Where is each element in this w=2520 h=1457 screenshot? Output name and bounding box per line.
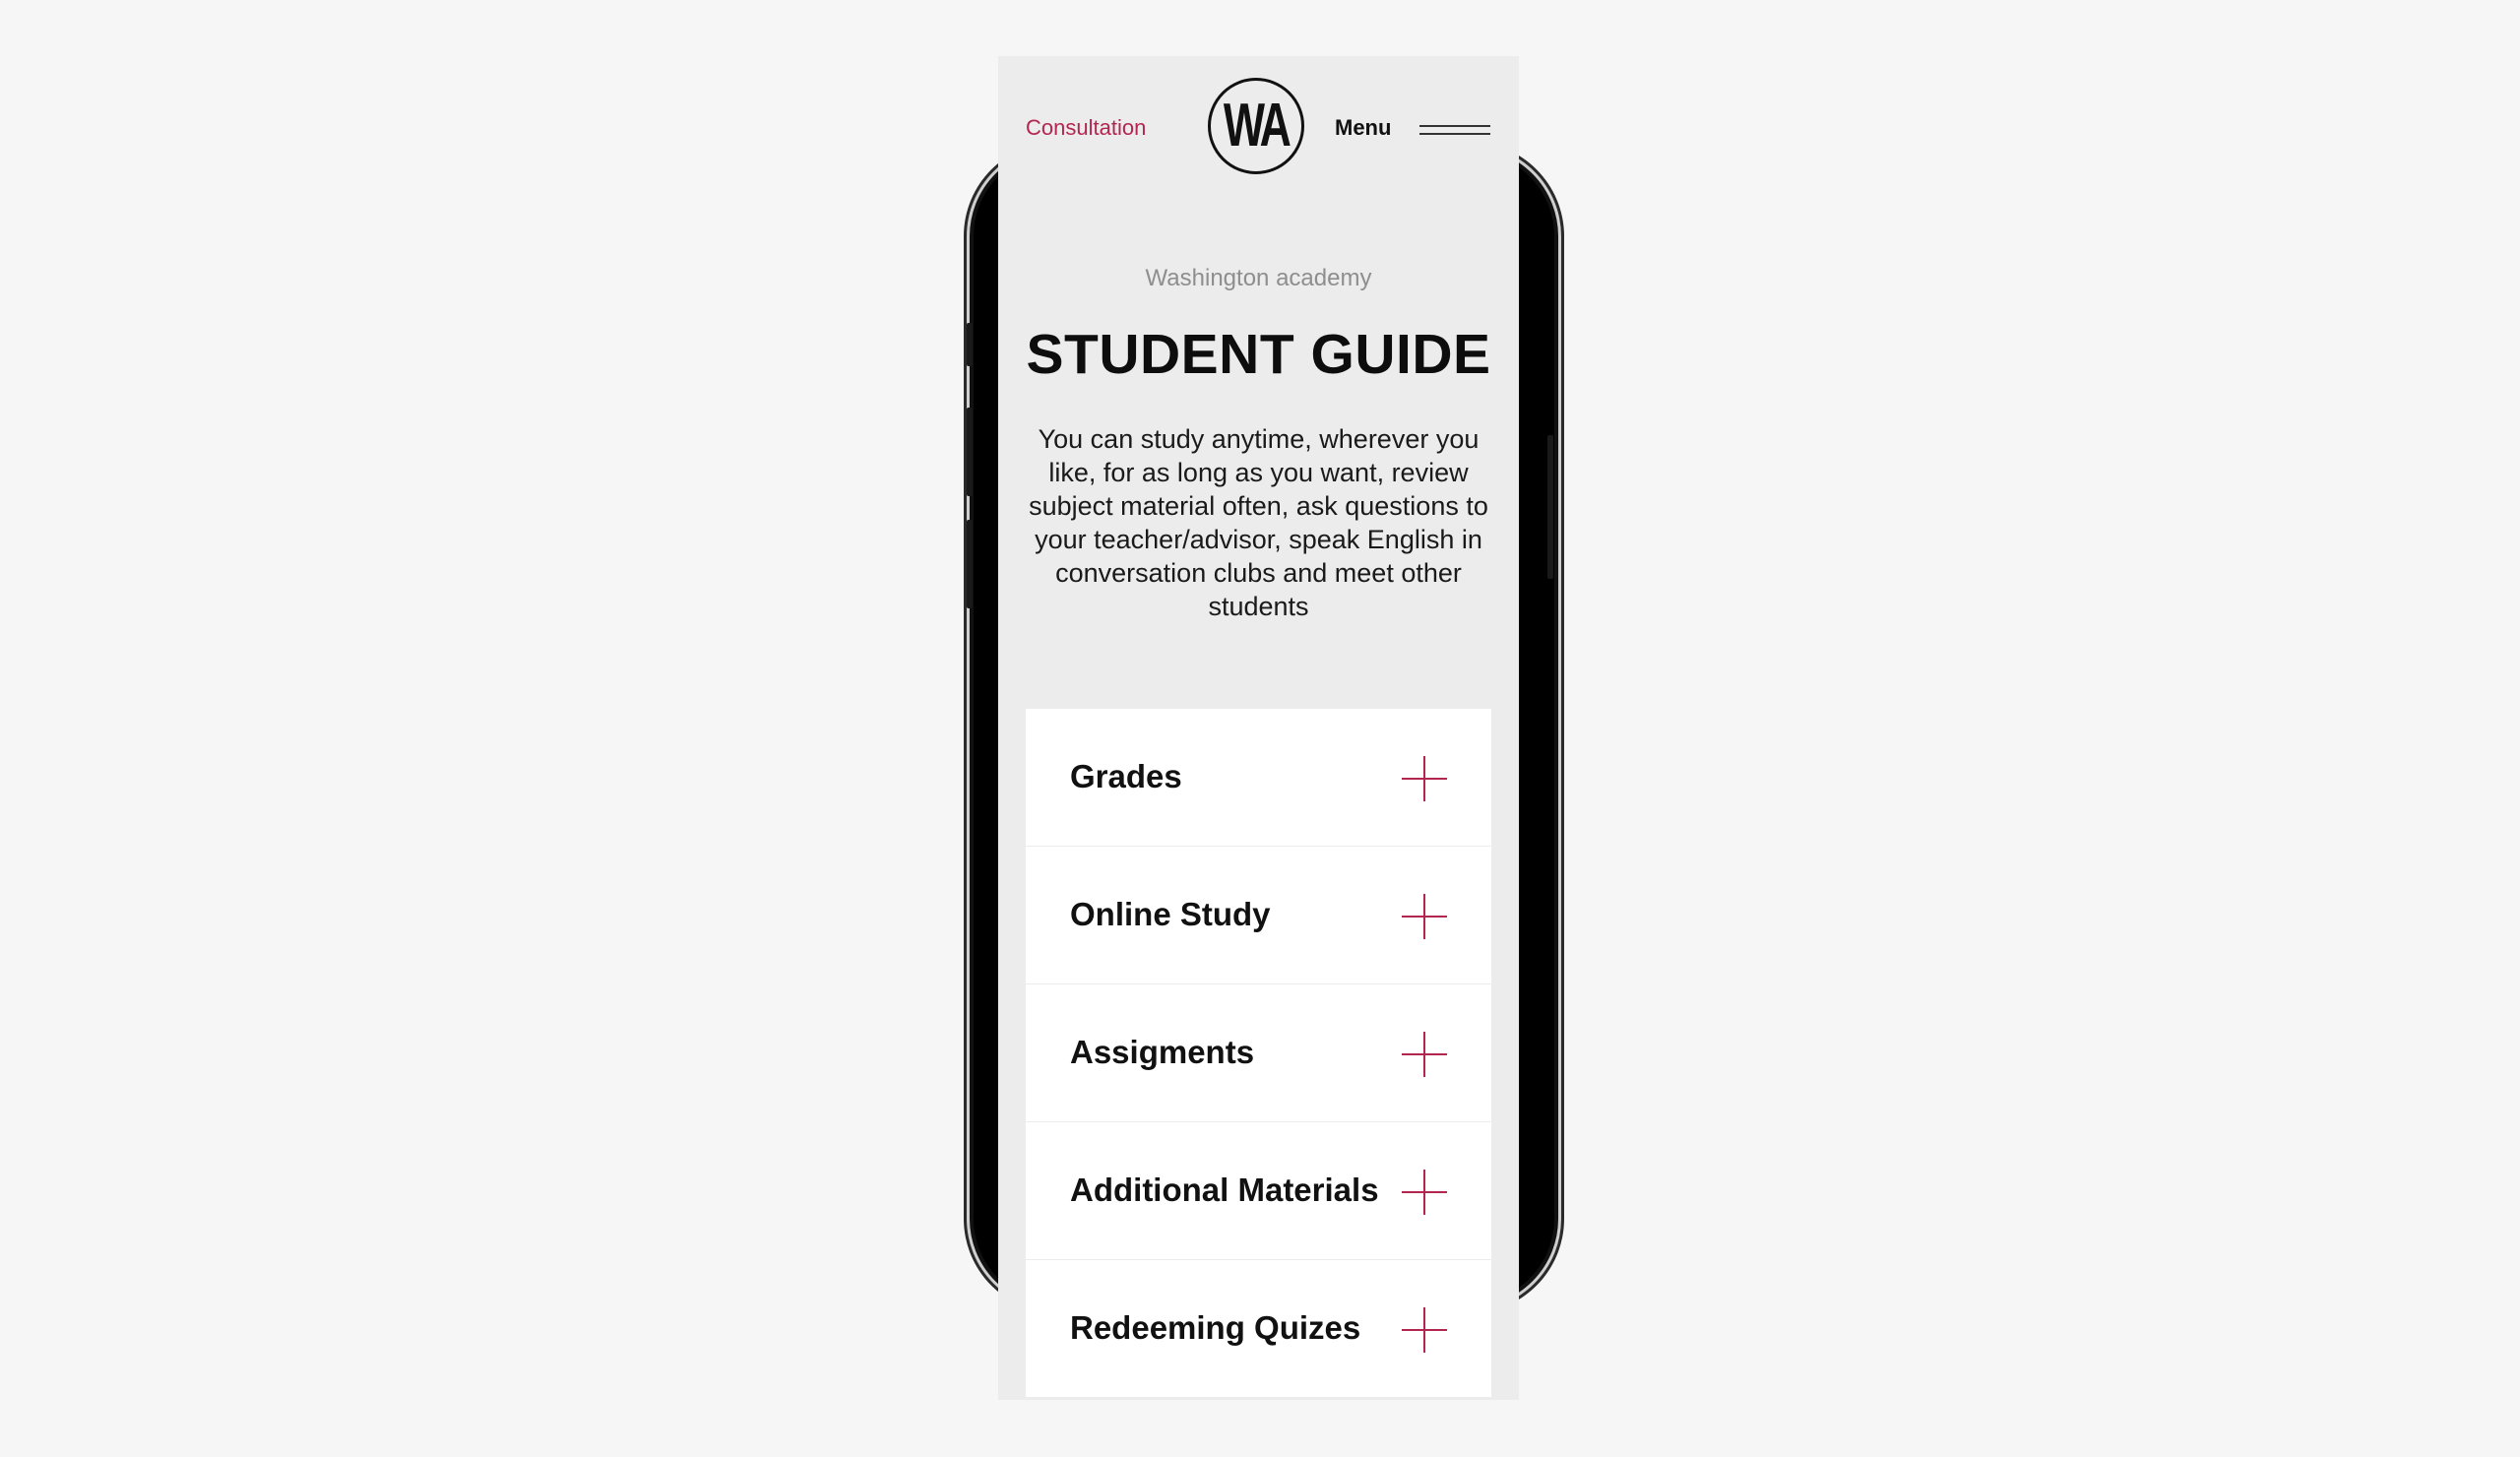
academy-subtitle: Washington academy	[1145, 265, 1372, 291]
accordion-item-label: Assigments	[1070, 1034, 1255, 1070]
plus-icon[interactable]	[1402, 1170, 1447, 1215]
plus-icon[interactable]	[1402, 1032, 1447, 1077]
accordion-item-assigments[interactable]	[1026, 984, 1491, 1122]
page-description: You can study anytime, wherever you like, for as long as you want, review subject material often, ask questions to your teacher/advisor, speak English in conversation clubs and meet other students	[1029, 424, 1488, 621]
menu-label[interactable]: Menu	[1335, 115, 1392, 140]
plus-icon[interactable]	[1402, 756, 1447, 801]
plus-icon[interactable]	[1402, 894, 1447, 939]
site-header	[998, 56, 1519, 204]
accordion-item-label: Redeeming Quizes	[1070, 1309, 1361, 1346]
accordion-item-grades[interactable]	[1026, 709, 1491, 847]
wa-logo[interactable]	[1208, 78, 1304, 174]
mobile-screen	[998, 56, 1519, 1400]
accordion-item-label: Online Study	[1070, 896, 1271, 932]
accordion-item-online-study[interactable]	[1026, 847, 1491, 984]
accordion-item-additional-materials[interactable]	[1026, 1122, 1491, 1260]
hamburger-menu-icon[interactable]	[1419, 121, 1490, 141]
phone-mute-switch	[967, 323, 973, 366]
guide-accordion	[1026, 709, 1491, 1398]
accordion-item-redeeming-quizes[interactable]	[1026, 1260, 1491, 1398]
phone-power-button	[1547, 435, 1553, 579]
phone-volume-down-button	[967, 520, 973, 608]
logo-text: WA	[1223, 92, 1290, 159]
consultation-link[interactable]: Consultation	[1026, 115, 1147, 140]
phone-volume-up-button	[967, 408, 973, 496]
accordion-item-label: Grades	[1070, 758, 1182, 794]
page-title: STUDENT GUIDE	[1026, 323, 1491, 386]
plus-icon[interactable]	[1402, 1307, 1447, 1353]
accordion-item-label: Additional Materials	[1070, 1172, 1379, 1208]
